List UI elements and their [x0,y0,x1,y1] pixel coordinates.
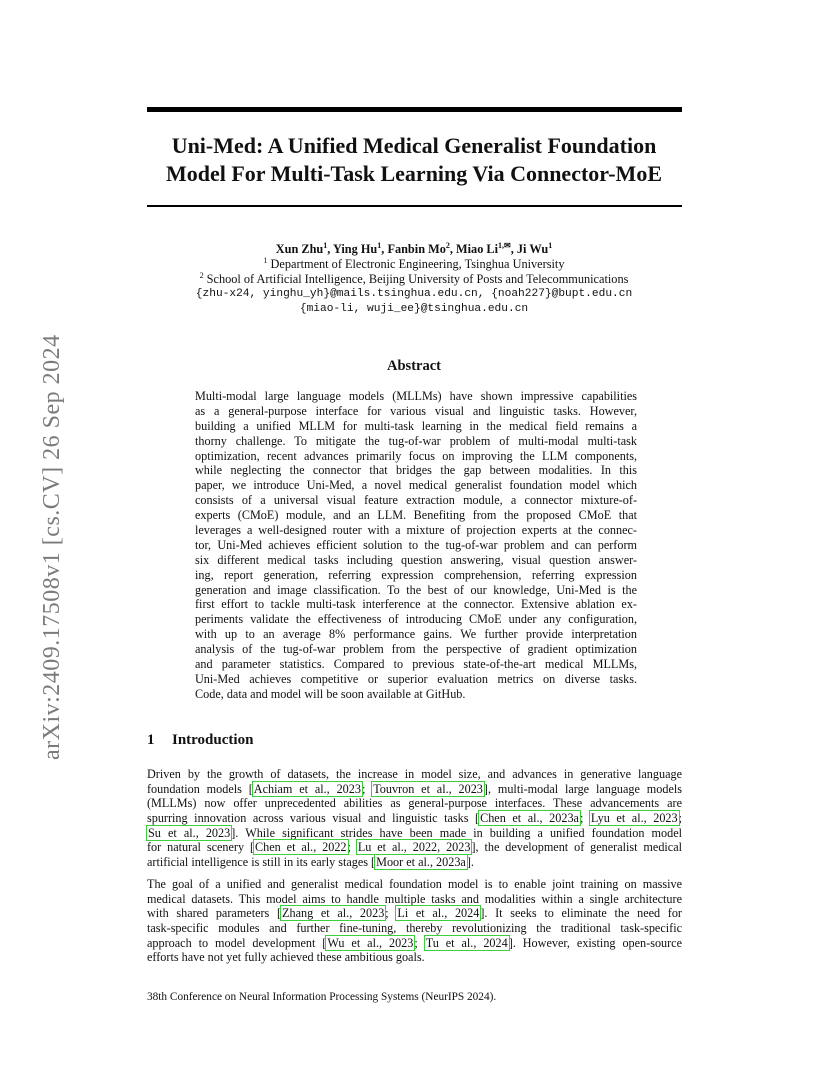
title-bottom-rule [147,205,682,207]
author-affiliation-mark: 1 [323,240,328,250]
citation-link[interactable]: Lyu et al., 2023 [590,811,678,826]
author-emails-line-1: {zhu-x24, yinghu_yh}@mails.tsinghua.edu.cn, {noah227}@bupt.edu.cn [195,288,633,300]
affiliation-text: School of Artificial Intelligence, Beijing University of Posts and Telecommunications [206,272,629,286]
abstract-line: as a general-purpose interface for various visual and linguistic tasks. However, [195,403,637,418]
citation-link[interactable]: Wu et al., 2023 [327,935,414,950]
citation-link[interactable]: Touvron et al., 2023 [373,781,483,796]
abstract-line: tor, Uni-Med achieves efficient solution to the tug-of-war problem and can perform [195,537,637,552]
abstract-line: analysis of the tug-of-war problem from the perspective of gradient optimization [195,642,637,657]
text-line: foundation models [Achiam et al., 2023; Touvron et al., 2023], multi-modal large language models [147,781,682,796]
citation-link[interactable]: Su et al., 2023 [148,825,231,840]
arxiv-identifier[interactable]: arXiv:2409.17508v1 [cs.CV] 26 Sep 2024 [39,334,65,760]
text-line: task-specific modules and further fine-tuning, thereby revolutionizing the traditional task-specific [147,921,682,936]
text-line: spurring innovation across various visual and linguistic tasks [Chen et al., 2023a; Lyu et al., 2023; [147,811,682,826]
affiliation-text: Department of Electronic Engineering, Tsinghua University [270,257,565,271]
paper-title [100,132,728,188]
title-top-rule [147,107,682,112]
section-title: Introduction [172,732,254,748]
title-line-2: Model For Multi-Task Learning Via Connector-MoE [165,161,662,186]
author-names: Xun Zhu$^1$, Ying Hu$^1$, Fanbin Mo$^2$, Miao $Li^{1,✉}$, Ji Wu$^1$ [275,240,553,256]
text-line: for natural scenery [Chen et al., 2022; Lu et al., 2022, 2023], the development of generalist medical [147,840,683,855]
author-affiliation-mark: 2 [445,240,450,250]
abstract-line: first effort to tackle multi-task interference at the connector. Extensive ablation ex- [195,597,637,612]
abstract-line: six different medical tasks including question answering, visual question answer- [195,552,637,567]
abstract-line: Multi-modal large language models (MLLMs) have shown impressive capabilities [195,389,637,403]
affiliation-mark: 2 [199,270,204,280]
abstract-heading: Abstract [387,358,441,374]
text-line: artificial intelligence is still in its early stages [Moor et al., 2023a]. [147,855,474,870]
section-heading-introduction [147,732,253,749]
abstract-line: with up to an average 8% performance gains. We further provide interpretation [195,627,637,642]
intro-paragraph-1 [147,767,682,870]
text-line: approach to model development [Wu et al., 2023; Tu et al., 2024]. However, existing open-source [147,935,683,950]
abstract-body [195,389,637,702]
citation-link[interactable]: Chen et al., 2023a [480,811,579,826]
author-name: Ying Hu [332,242,378,256]
author-affiliation-mark: 1 [548,240,553,250]
abstract-line: thorny challenge. To mitigate the tug-of-war problem of multi-modal multi-task [195,433,637,448]
authors-block [140,242,688,317]
abstract-line: consists of a universal visual feature extraction module, a connector mixture-of- [195,493,637,508]
section-number: 1 [147,732,155,748]
abstract-line: leverages a well-designed router with a mixture of projection experts at the connec- [195,523,637,538]
text-line: The goal of a unified and generalist medical foundation model is to enable joint training on massive [147,877,682,891]
abstract-line: ing, report generation, referring expression comprehension, referring expression [195,567,637,582]
intro-paragraph-2 [147,877,682,965]
author-emails-line-2: {miao-li, wuji_ee}@tsinghua.edu.cn [299,303,529,315]
conference-footnote: 38th Conference on Neural Information Processing Systems (NeurIPS 2024). [147,991,497,1003]
affiliation-mark: 1 [263,255,268,265]
author-name: Ji Wu [516,242,549,256]
abstract-line: Code, data and model will be soon available at GitHub. [195,686,466,701]
author-name: Xun Zhu [275,242,324,256]
abstract-line: generation and image classification. To the best of our knowledge, Uni-Med is the [195,582,637,597]
citation-link[interactable]: Chen et al., 2022 [255,840,347,855]
text-line: with shared parameters [Zhang et al., 2023; Li et al., 2024]. It seeks to eliminate the need for [147,906,682,921]
citation-link[interactable]: Li et al., 2024 [397,906,480,921]
abstract-line: optimization, recent advances primarily focus on improving the LLM components, [195,448,637,463]
abstract-line: and parameter statistics. Compared to previous state-of-the-art medical MLLMs, [195,657,637,672]
citation-link[interactable]: Lu et al., 2022, 2023 [357,840,471,855]
text-line: Driven by the growth of datasets, the increase in model size, and advances in generative language [147,767,682,781]
abstract-line: paper, we introduce Uni-Med, a novel medical generalist foundation model which [195,478,637,493]
title-line-1: Uni-Med: A Unified Medical Generalist Foundation [171,133,657,158]
text-line: efforts have not yet fully achieved these ambitious goals. [147,950,425,965]
text-line: (MLLMs) now offer unprecedented abilities as general-purpose interfaces. These advancements are [147,796,682,811]
citation-link[interactable]: Tu et al., 2024 [425,935,508,950]
citation-link[interactable]: Achiam et al., 2023 [253,781,361,796]
affiliation-2 [140,272,688,287]
abstract-line: while neglecting the connector that bridges the gap between modalities. In this [195,463,637,478]
abstract-line: Uni-Med achieves competitive or superior evaluation metrics on diverse tasks. [195,671,637,686]
author-affiliation-mark: 1 [377,240,382,250]
citation-link[interactable]: Zhang et al., 2023 [282,906,385,921]
author-affiliation-mark: 1,✉ [498,240,511,250]
abstract-line: experts (CMoE) module, and an LLM. Benefiting from the proposed CMoE that [195,508,637,523]
text-line: medical datasets. This model aims to handle multiple tasks and modalities within a single architecture [147,891,682,906]
text-line: Su et al., 2023]. While significant strides have been made in building a unified foundation model [148,825,682,840]
abstract-line: periments validate the effectiveness of introducing CMoE under any configuration, [195,612,637,627]
affiliation-1 [140,257,688,272]
abstract-line: building a unified MLLM for multi-task learning in the medical field remains a [195,418,637,433]
author-name: Miao Li [456,242,499,256]
citation-link[interactable]: Moor et al., 2023a [376,855,466,870]
author-name: Fanbin Mo [387,242,446,256]
